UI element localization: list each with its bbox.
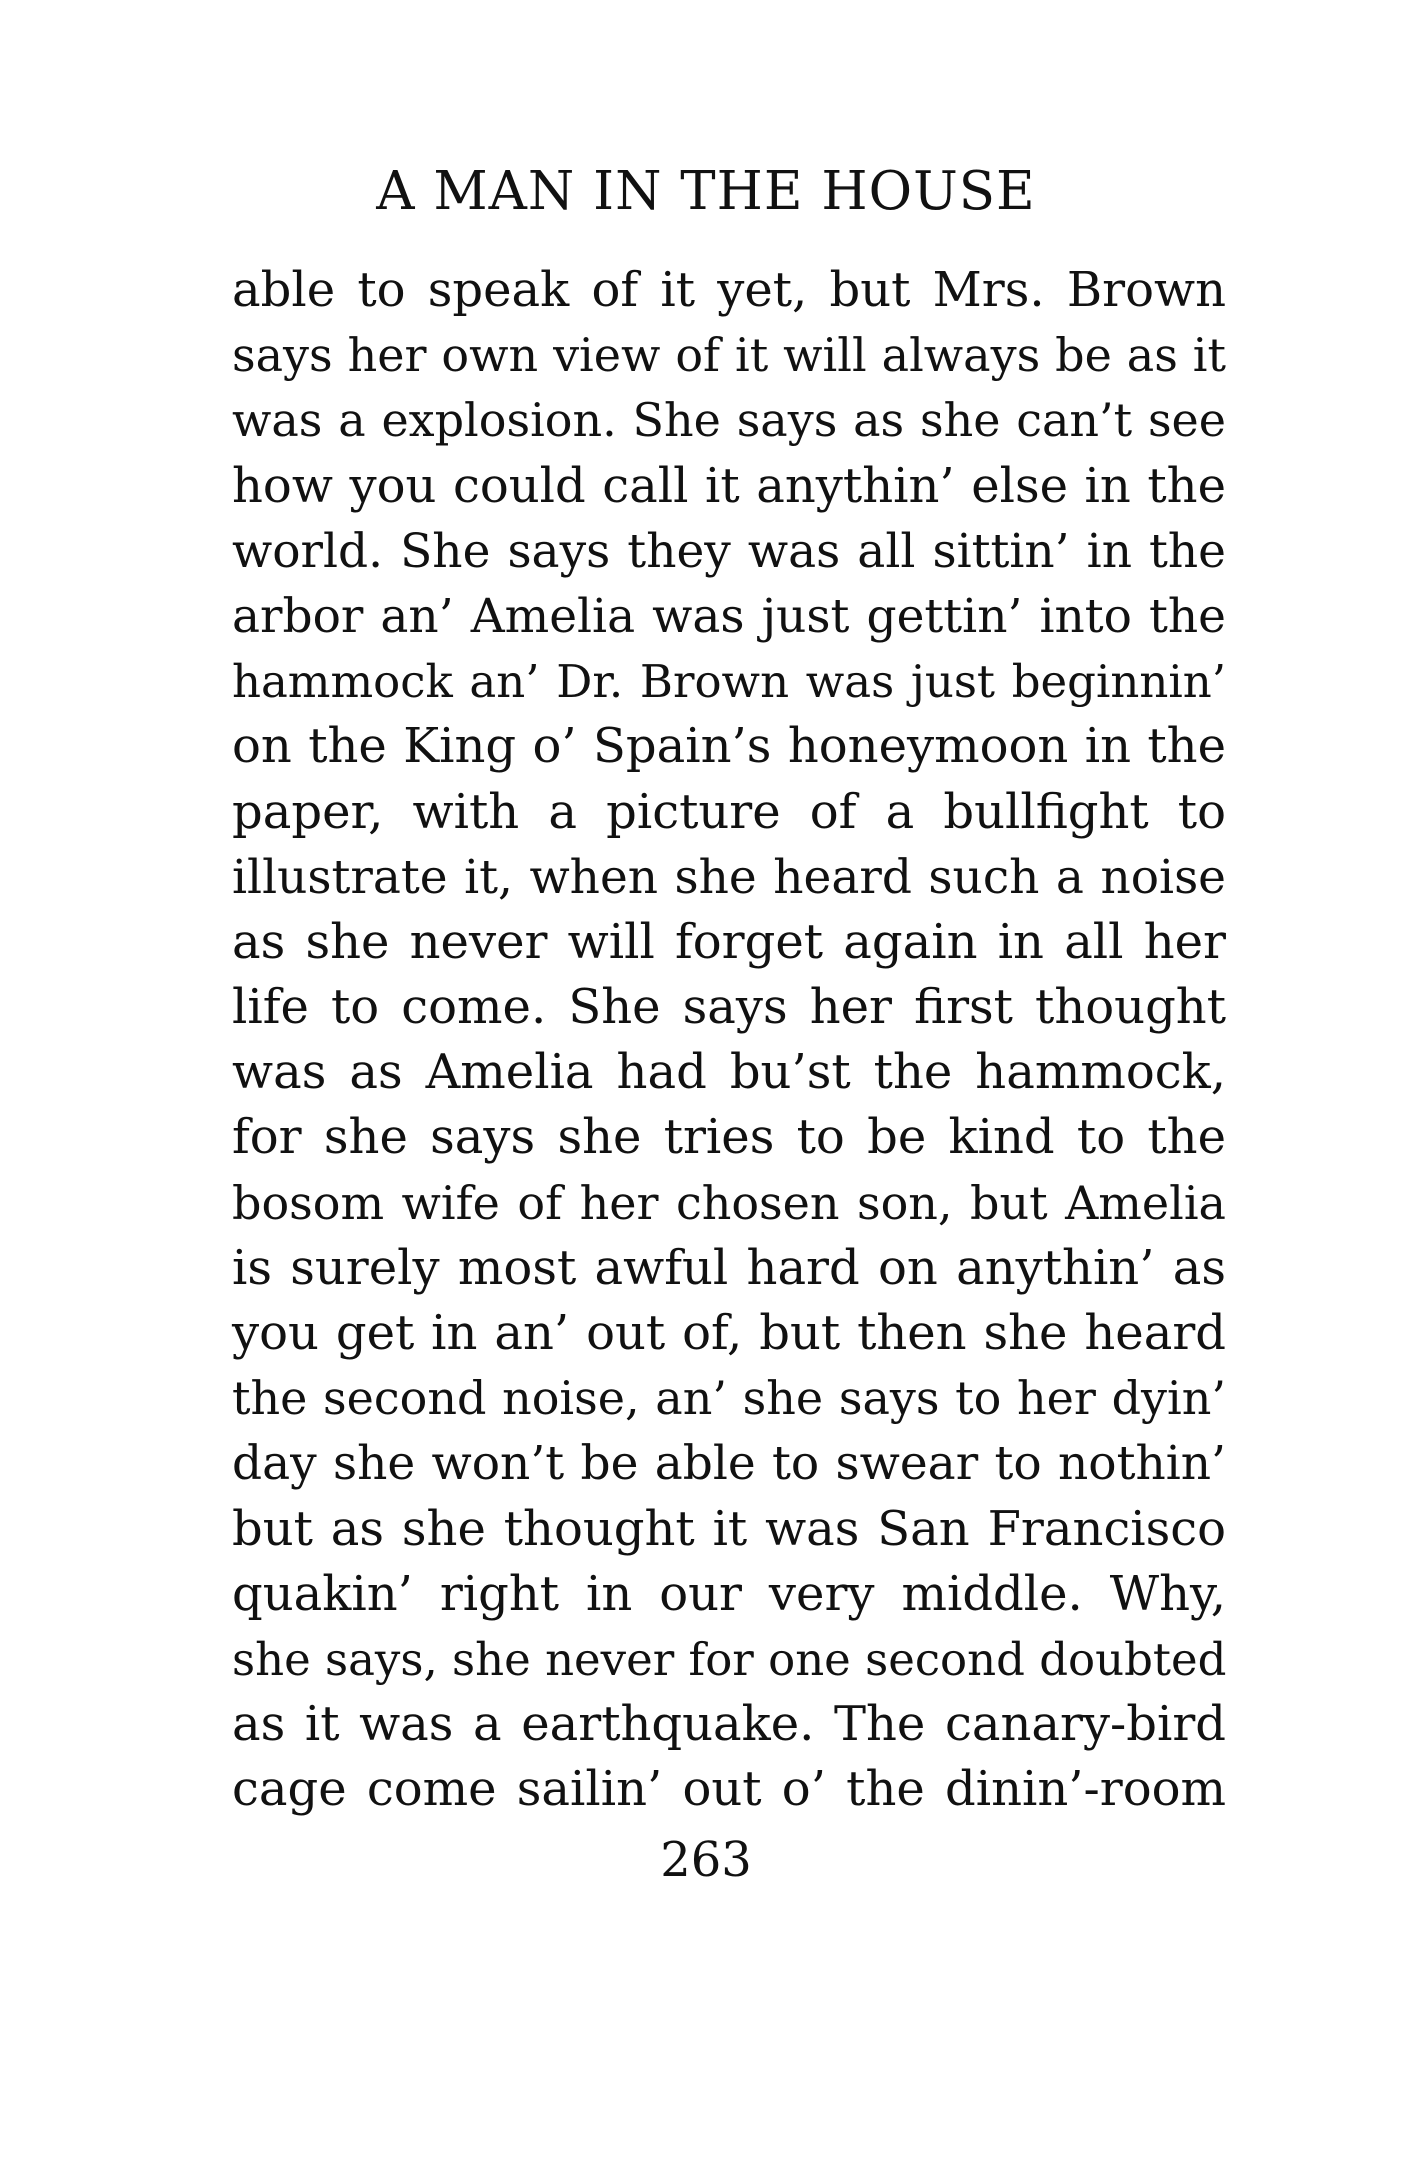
text-line: as she never will forget again in all her (232, 913, 1226, 970)
text-line: is surely most awful hard on anythin’ as (232, 1239, 1226, 1296)
running-head: A MAN IN THE HOUSE (376, 161, 1036, 222)
text-line: illustrate it, when she heard such a noise (232, 849, 1226, 905)
text-line: cage come sailin’ out o’ the dinin’-room (232, 1761, 1226, 1818)
text-line: on the King o’ Spain’s honeymoon in the (232, 718, 1226, 775)
body-text (232, 258, 1226, 1823)
text-line: says her own view of it will always be as it (232, 328, 1226, 383)
text-line: but as she thought it was San Francisco (232, 1500, 1226, 1557)
text-line: arbor an’ Amelia was just gettin’ into the (232, 588, 1226, 644)
page-number: 263 (660, 1832, 752, 1888)
text-line: she says, she never for one second doubted (232, 1632, 1227, 1686)
text-line: able to speak of it yet, but Mrs. Brown (232, 262, 1226, 318)
text-line: for she says she tries to be kind to the (232, 1109, 1226, 1166)
text-line: paper, with a picture of a bullfight to (232, 783, 1226, 840)
text-line: as it was a earthquake. The canary-bird (232, 1696, 1226, 1753)
text-line: day she won’t be able to swear to nothin’ (232, 1436, 1226, 1492)
text-line: bosom wife of her chosen son, but Amelia (232, 1175, 1226, 1230)
text-line: how you could call it anythin’ else in the (232, 457, 1226, 514)
text-line: was a explosion. She says as she can’t see (232, 393, 1226, 448)
text-line: you get in an’ out of, but then she heard (232, 1305, 1226, 1361)
text-line: was as Amelia had bu’st the hammock, (232, 1044, 1226, 1101)
text-line: hammock an’ Dr. Brown was just beginnin’ (232, 655, 1226, 709)
text-line: world. She says they was all sittin’ in the (232, 523, 1226, 579)
text-line: the second noise, an’ she says to her dyin’ (232, 1371, 1226, 1426)
text-line: life to come. She says her first thought (232, 979, 1226, 1036)
text-line: quakin’ right in our very middle. Why, (232, 1565, 1226, 1622)
